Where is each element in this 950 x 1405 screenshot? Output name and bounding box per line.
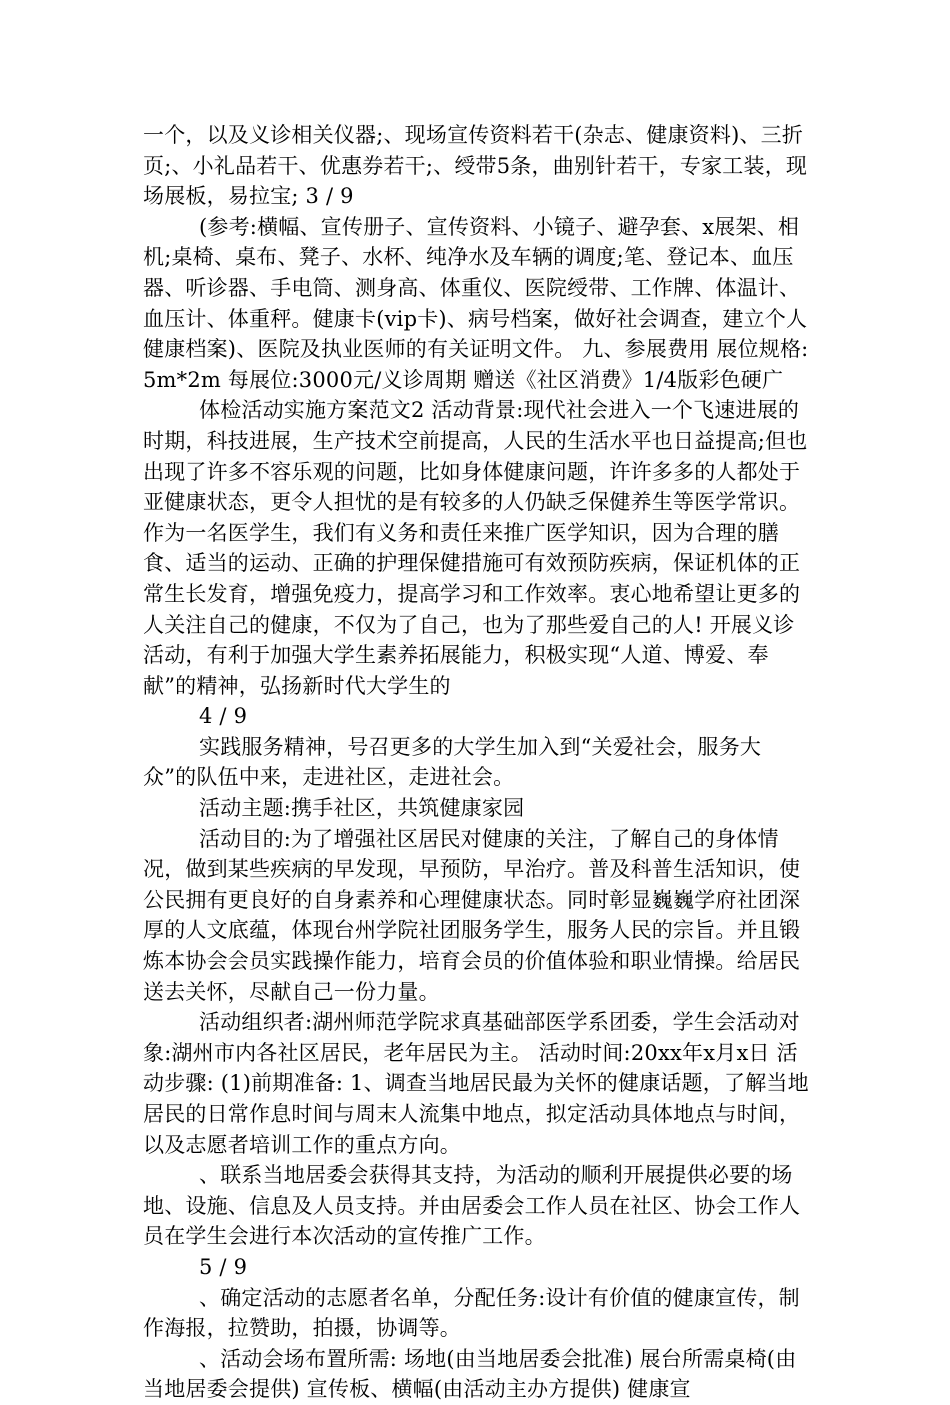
paragraph-activity-background: 体检活动实施方案范文2 活动背景:现代社会进入一个飞速进展的时期，科技进展，生产技术空前提高，人民的生活水平也日益提高;但也出现了许多不容乐观的问题，比如身体健康问题，许许多多的人都处于亚健康状态，更令人担忧的是有较多的人仍缺乏保健养生等医学常识。作为一名医学生，我们有义务和责任来推广医学知识，因为合理的膳食、适当的运动、正确的护理保健措施可有效预防疾病，保证机体的正常生长发育，增强免疫力，提高学习和工作效率。衷心地希望让更多的人关注自己的健康，不仅为了自己，也为了那些爱自己的人! 开展义诊活动，有利于加强大学生素养拓展能力，积极实现“人道、博爱、奉献”的精神，弘扬新时代大学生的: [143, 398, 808, 698]
paragraph-activity-theme: 活动主题:携手社区，共筑健康家园: [199, 796, 525, 821]
paragraph-equipment-list: 一个，以及义诊相关仪器;、现场宣传资料若干(杂志、健康资料)、三折页;、小礼品若干、优惠券若干;、绶带5条，曲别针若干，专家工装，现场展板，易拉宝; 3 / 9: [143, 123, 808, 209]
paragraph-activity-purpose: 活动目的:为了增强社区居民对健康的关注，了解自己的身体情况，做到某些疾病的早发现，早预防，早治疗。普及科普生活知识，使公民拥有更良好的自身素养和心理健康状态。同时彰显巍巍学府社团深厚的人文底蕴，体现台州学院社团服务学生，服务人民的宗旨。并且锻炼本协会会员实践操作能力，培育会员的价值体验和职业情操。给居民送去关怀，尽献自己一份力量。: [143, 826, 801, 1004]
page-number: 5 / 9: [199, 1254, 248, 1279]
paragraph-service-spirit: 实践服务精神，号召更多的大学生加入到“关爱社会，服务大众”的队伍中来，走进社区，走进社会。: [143, 734, 762, 790]
paragraph-activity-organizer: 活动组织者:湖州师范学院求真基础部医学系团委，学生会活动对象:湖州市内各社区居民，老年居民为主。 活动时间:20xx年x月x日 活动步骤: (1)前期准备: 1、调查当地居民最为关怀的健康话题，了解当地居民的日常作息时间与周末人流集中地点，拟定活动具体地点与时间，以及志愿者培训工作的重点方向。: [143, 1010, 809, 1157]
paragraph-reference-materials: (参考:横幅、宣传册子、宣传资料、小镜子、避孕套、x展架、相机;桌椅、桌布、凳子、水杯、纯净水及车辆的调度;笔、登记本、血压器、听诊器、手电筒、测身高、体重仪、医院绶带、工作牌、体温计、血压计、体重秤。健康卡(vip卡)、病号档案，做好社会调查，建立个人健康档案)、医院及执业医师的有关证明文件。 九、参展费用 展位规格:5m*2m 每展位:3000元/义诊周期 赠送《社区消费》1/4版彩色硬广: [143, 214, 809, 392]
paragraph-volunteer-list: 、确定活动的志愿者名单，分配任务:设计有价值的健康宣传，制作海报，拉赞助，拍摄，协调等。: [143, 1285, 800, 1341]
document-page: [143, 120, 811, 1405]
paragraph-venue-setup: 、活动会场布置所需: 场地(由当地居委会批准) 展台所需桌椅(由当地居委会提供) 宣传板、横幅(由活动主办方提供) 健康宣: [143, 1346, 797, 1402]
paragraph-contact-committee: 、联系当地居委会获得其支持，为活动的顺利开展提供必要的场地、设施、信息及人员支持。并由居委会工作人员在社区、协会工作人员在学生会进行本次活动的宣传推广工作。: [143, 1163, 801, 1249]
page-number: 4 / 9: [199, 704, 248, 729]
